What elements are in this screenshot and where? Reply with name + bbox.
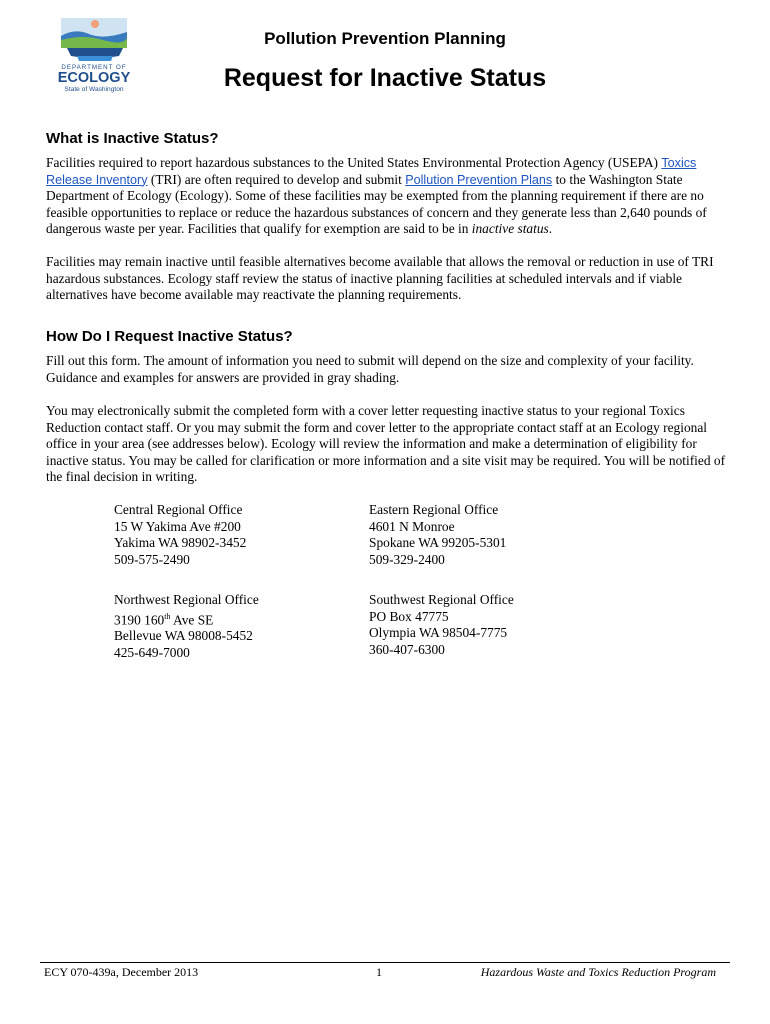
paragraph-intro [46, 155, 726, 238]
office-central-name: Central Regional Office [114, 502, 243, 517]
logo-dept: DEPARTMENT OF [61, 64, 127, 71]
office-eastern-phone: 509-329-2400 [369, 551, 445, 567]
subtitle-text: Pollution Prevention Planning [264, 29, 506, 48]
heading-how-request: How Do I Request Inactive Status? [46, 328, 293, 345]
intro-text-b: (TRI) are often required to develop and submit [147, 171, 406, 187]
footer-divider [40, 962, 730, 963]
office-northwest-phone: 425-649-7000 [114, 644, 190, 660]
link-toxics-release-inventory[interactable]: Toxics Release Inventory [46, 156, 697, 187]
intro-text-end: . [548, 221, 553, 236]
office-central-city: Yakima WA 98902-3452 [114, 535, 247, 550]
intro-emphasis: inactive status [471, 221, 549, 236]
office-northwest-street [114, 609, 259, 629]
heading-what-is: What is Inactive Status? [46, 130, 219, 147]
title-text: Request for Inactive Status [223, 64, 547, 92]
paragraph-remain-inactive: Facilities may remain inactive until feasible alternatives become available that allows the removal or reduction in use of TRI hazardous substances. Ecology staff review the status of inactive planning facilities at scheduled intervals and if viable alternatives have become available may reactivate the planning requirements. [46, 254, 714, 302]
intro-text-c: to the Washington State Department of Ecology (Ecology). Some of these facilities may be exempted from the planning requirement if there are no feasible opportunities to replace or reduce the hazardous substances of concern and they generate less than 2,640 pounds of dangerous waste per year. Facilities that qualify for exemption are said to be in [46, 171, 707, 236]
logo-ecology: ECOLOGY [57, 70, 131, 86]
office-southwest-phone: 360-407-6300 [369, 641, 445, 657]
office-southwest-name: Southwest Regional Office [369, 592, 514, 607]
office-southwest-city: Olympia WA 98504-7775 [369, 625, 508, 640]
office-central-street: 15 W Yakima Ave #200 [114, 518, 241, 534]
office-eastern-street: 4601 N Monroe [369, 518, 455, 534]
nw-street-number: 3190 160 [114, 611, 165, 627]
office-eastern-city: Spokane WA 99205-5301 [369, 535, 507, 550]
nw-street-suffix: th [164, 611, 171, 621]
page-title [0, 64, 770, 93]
office-southwest-street: PO Box 47775 [369, 608, 449, 624]
logo-state: State of Washington [64, 86, 124, 93]
office-eastern [369, 502, 506, 568]
page-subtitle [0, 29, 770, 49]
paragraph-submit: You may electronically submit the completed form with a cover letter requesting inactive status to your regional Toxics Reduction contact staff. Or you may submit the form and cover letter to the appropriate contact staff at an Ecology regional office in your area (see addresses below). Ecology will review the information and make a determination of eligibility for inactive status. You may be called for clarification or more information and a site visit may be required. You will be notified of the final decision in writing. [46, 403, 726, 484]
office-northwest [114, 592, 259, 661]
footer-page-number: 1 [376, 965, 382, 979]
office-northwest-name: Northwest Regional Office [114, 592, 259, 607]
office-northwest-city: Bellevue WA 98008-5452 [114, 628, 253, 644]
footer-program: Hazardous Waste and Toxics Reduction Program [480, 965, 716, 979]
link-pollution-prevention-plans[interactable]: Pollution Prevention Plans [405, 172, 553, 187]
office-eastern-name: Eastern Regional Office [369, 502, 499, 517]
footer-form-id: ECY 070-439a, December 2013 [44, 965, 199, 979]
office-central [114, 502, 246, 568]
nw-street-name: Ave SE [170, 611, 214, 627]
office-central-phone: 509-575-2490 [114, 551, 190, 567]
intro-text-a: Facilities required to report hazardous substances to the United States Environmental Protection Agency (USEPA) [46, 155, 662, 170]
office-southwest [369, 592, 514, 658]
paragraph-fill-form: Fill out this form. The amount of information you need to submit will depend on the size and complexity of your facility. Guidance and examples for answers are provided in gray shading. [46, 353, 694, 385]
